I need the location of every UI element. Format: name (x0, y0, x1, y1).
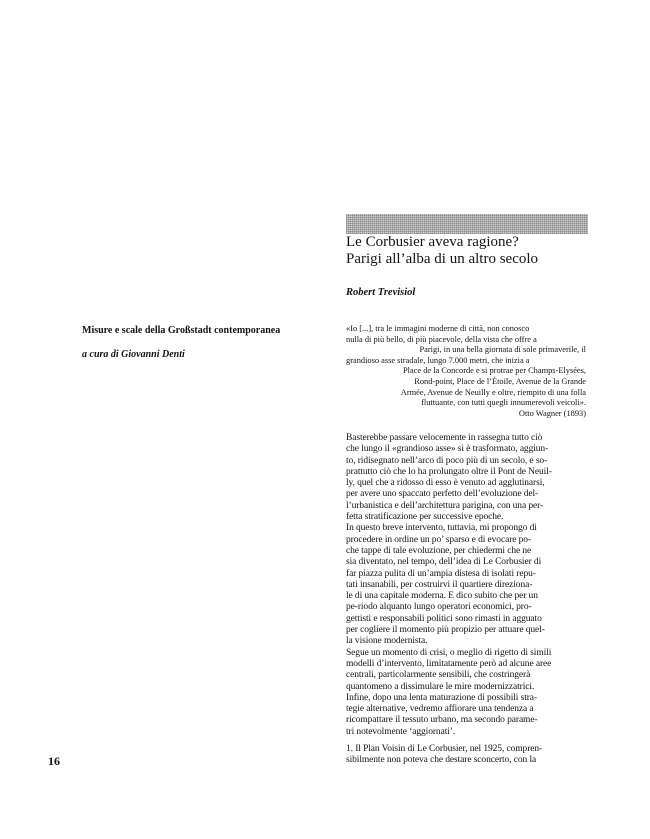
body-line: tati insanabili, per costruirvi il quartiere direziona- (346, 579, 533, 590)
title-line-2: Parigi all’alba di un altro secolo (346, 251, 539, 267)
body-line: ricompattare il tessuto urbano, ma secondo parame- (346, 715, 538, 726)
epigraph-attribution: Otto Wagner (1893) (518, 408, 586, 418)
epigraph-line: fluttuante, con tutti quegli innumerevoli veicoli». (421, 398, 586, 408)
epigraph-line: Armée, Avenue de Neuilly e oltre, riempito di una folla (400, 387, 586, 397)
body-line: le di una capitale moderna. E dico subito che per un (346, 591, 538, 602)
body-line: sia diventato, nel tempo, dell’idea di Le Corbusier di (346, 557, 542, 568)
body-line: Segue un momento di crisi, o meglio di rigetto di simili (346, 647, 552, 658)
body-line: fetta stratificazione per successive epoche. (346, 512, 504, 523)
footnote-line: sibilmente non poteva che destare sconcerto, con la (346, 755, 537, 766)
body-line: tri notevolmente ‘aggiornati’. (346, 726, 456, 737)
body-line: prattutto ciò che lo ha prolungato oltre il Pont de Neuil- (346, 466, 552, 477)
body-line: ly, quel che a ridosso di esso è venuto ad agglutinarsi, (346, 478, 545, 489)
body-line: far piazza pulita di un’ampia distesa di isolati repu- (346, 568, 536, 579)
author-name: Robert Trevisiol (346, 287, 416, 298)
epigraph-line: Rond-point, Place de l’Étoile, Avenue de la Grande (414, 376, 586, 386)
body-line: che tappe di tale evoluzione, per chiedermi che ne (346, 545, 532, 556)
body-line: Basterebbe passare velocemente in rassegna tutto ciò (346, 433, 543, 443)
body-line: modelli d’intervento, limitatamente però ad alcune aree (346, 658, 552, 669)
body-line: pe-riodo alquanto lungo operatori economici, pro- (346, 602, 532, 613)
body-line: l’urbanistica e dell’architettura parigina, con una per- (346, 500, 544, 511)
body-line: la visione modernista. (346, 636, 428, 647)
body-line: procedere in ordine un po’ sparso e di evocare po- (346, 534, 532, 545)
epigraph-line: grandioso asse stradale, lungo 7.000 metri, che inizia a (346, 355, 530, 365)
body-line: centrali, particolarmente sensibili, che costringerà (346, 670, 531, 681)
body-line: Infine, dopo una lenta maturazione di possibili stra- (346, 692, 537, 703)
series-curator: a cura di Giovanni Denti (82, 349, 185, 360)
epigraph-line: Place de la Concorde e si protrae per Champs-Elysées, (402, 366, 586, 376)
epigraph-line: «Io [...], tra le immagini moderne di città, non conosco (346, 324, 530, 333)
epigraph-line: Parigi, in una bella giornata di sole primaverile, il (419, 345, 586, 355)
body-line: tegie alternative, vedremo affiorare una tendenza a (346, 704, 534, 715)
body-line: per avere uno spaccato perfetto dell’evoluzione del- (346, 489, 539, 500)
body-line: gettisti e responsabili politici sono rimasti in agguato (346, 613, 542, 624)
epigraph-line: nulla di più bello, di più piacevole, della vista che offre a (346, 334, 537, 344)
epigraph-quote (346, 324, 586, 419)
body-line: In questo breve intervento, tuttavia, mi propongo di (346, 523, 537, 534)
footnote-line: 1. Il Plan Voisin di Le Corbusier, nel 1925, compren- (346, 744, 543, 755)
article-body (346, 433, 592, 767)
body-line: quantomeno a dissimulare le mire modernizzatrici. (346, 681, 535, 692)
page-number: 16 (48, 754, 60, 768)
body-line: per cogliere il momento più propizio per attuare quel- (346, 625, 545, 636)
section-header-bar (346, 214, 588, 234)
article-title (346, 234, 606, 268)
body-line: che lungo il «grandioso asse» si è trasformato, aggiun- (346, 444, 549, 455)
series-heading: Misure e scale della Großstadt contemporanea (82, 325, 281, 336)
body-line: to, ridisegnato nell’arco di poco più di un secolo, e so- (346, 455, 548, 466)
title-line-1: Le Corbusier aveva ragione? (346, 234, 519, 250)
